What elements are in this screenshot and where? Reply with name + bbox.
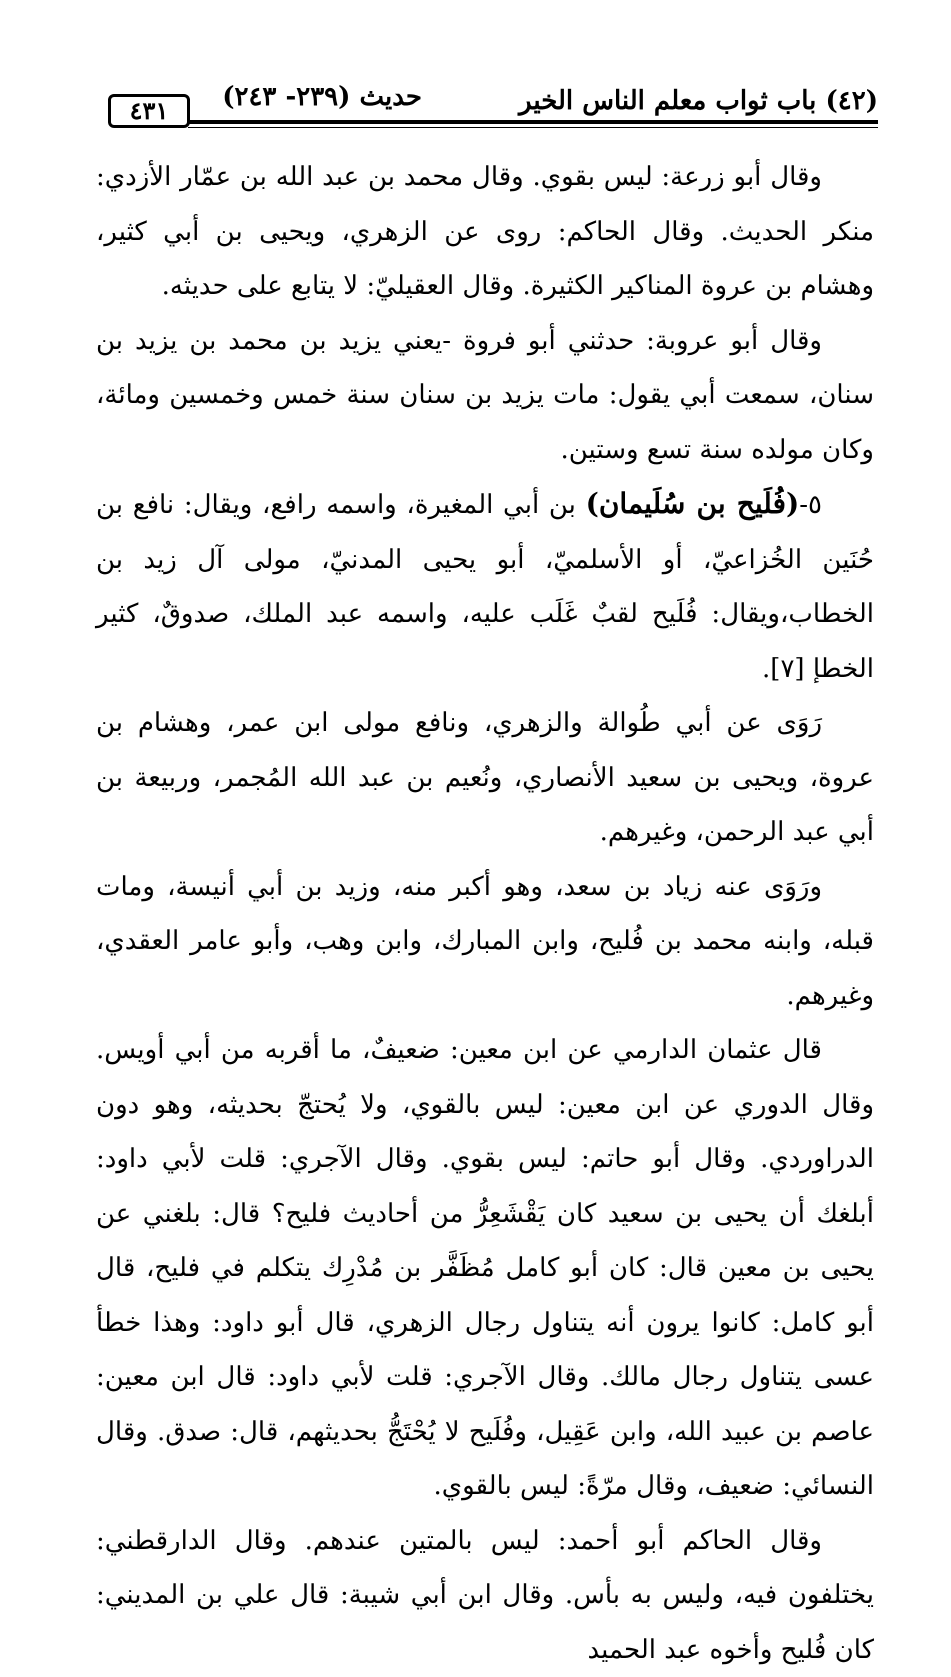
page-number: ٤٣١ xyxy=(108,94,190,128)
page-header xyxy=(108,80,878,130)
paragraph-1: وقال أبو زرعة: ليس بقوي. وقال محمد بن عبد الله بن عمّار الأزدي: منكر الحديث. وقال الحاكم: روى عن الزهري، ويحيى بن أبي كثير، وهشام بن عروة المناكير الكثيرة. وقال العقيليّ: لا يتابع على حديثه. xyxy=(96,150,874,314)
paragraph-5: ورَوَى عنه زياد بن سعد، وهو أكبر منه، وزيد بن أبي أنيسة، ومات قبله، وابنه محمد بن فُليح، وابن المبارك، وابن وهب، وأبو عامر العقدي، وغيرهم. xyxy=(96,860,874,1024)
paragraph-7: وقال الحاكم أبو أحمد: ليس بالمتين عندهم. وقال الدارقطني: يختلفون فيه، وليس به بأس. وقال ابن أبي شيبة: قال علي بن المديني: كان فُليح وأخوه عبد الحميد xyxy=(96,1514,874,1677)
paragraph-6: قال عثمان الدارمي عن ابن معين: ضعيفٌ، ما أقربه من أبي أويس. وقال الدوري عن ابن معين: ليس بالقوي، ولا يُحتجّ بحديثه، وهو دون الدراوردي. وقال أبو حاتم: ليس بقوي. وقال الآجري: قلت لأبي داود: أبلغك أن يحيى بن سعيد كان يَقْشَعِرُّ من أحاديث فليح؟ قال: بلغني عن يحيى بن معين قال: كان أبو كامل مُظَفَّر بن مُدْرِك يتكلم في فليح، قال أبو كامل: كانوا يرون أنه يتناول رجال الزهري، قال أبو داود: وهذا خطأ عسى يتناول رجال مالك. وقال الآجري: قلت لأبي داود: قال ابن معين: عاصم بن عبيد الله، وابن عَقِيل، وفُلَيح لا يُحْتَجُّ بحديثهم، قال: صدق. وقال النسائي: ضعيف، وقال مرّةً: ليس بالقوي. xyxy=(96,1023,874,1514)
paragraph-3 xyxy=(96,477,874,696)
narrator-name: (فُلَيح بن سُلَيمان) xyxy=(586,487,800,520)
page-body xyxy=(96,150,874,1677)
hadith-range: حديث (٢٣٩- ٢٤٣) xyxy=(222,82,422,112)
entry-number: ٥- xyxy=(799,490,822,520)
paragraph-2: وقال أبو عروبة: حدثني أبو فروة -يعني يزيد بن محمد بن يزيد بن سنان، سمعت أبي يقول: مات يزيد بن سنان سنة خمس وخمسين ومائة، وكان مولده سنة تسع وستين. xyxy=(96,314,874,478)
chapter-title: (٤٢) باب ثواب معلم الناس الخير xyxy=(519,86,878,116)
header-rule-thin xyxy=(188,127,878,128)
paragraph-4: رَوَى عن أبي طُوالة والزهري، ونافع مولى ابن عمر، وهشام بن عروة، ويحيى بن سعيد الأنصاري، ونُعيم بن عبد الله المُجمر، وربيعة بن أبي عبد الرحمن، وغيرهم. xyxy=(96,696,874,860)
header-rule xyxy=(188,120,878,124)
paragraph-3-text: بن أبي المغيرة، واسمه رافع، ويقال: نافع بن حُنَين الخُزاعيّ، أو الأسلميّ، أبو يحيى المدنيّ، مولى آل زيد بن الخطاب،ويقال: فُلَيح لقبٌ غَلَب عليه، واسمه عبد الملك، صدوقٌ، كثير الخطإ [٧]. xyxy=(96,490,874,684)
